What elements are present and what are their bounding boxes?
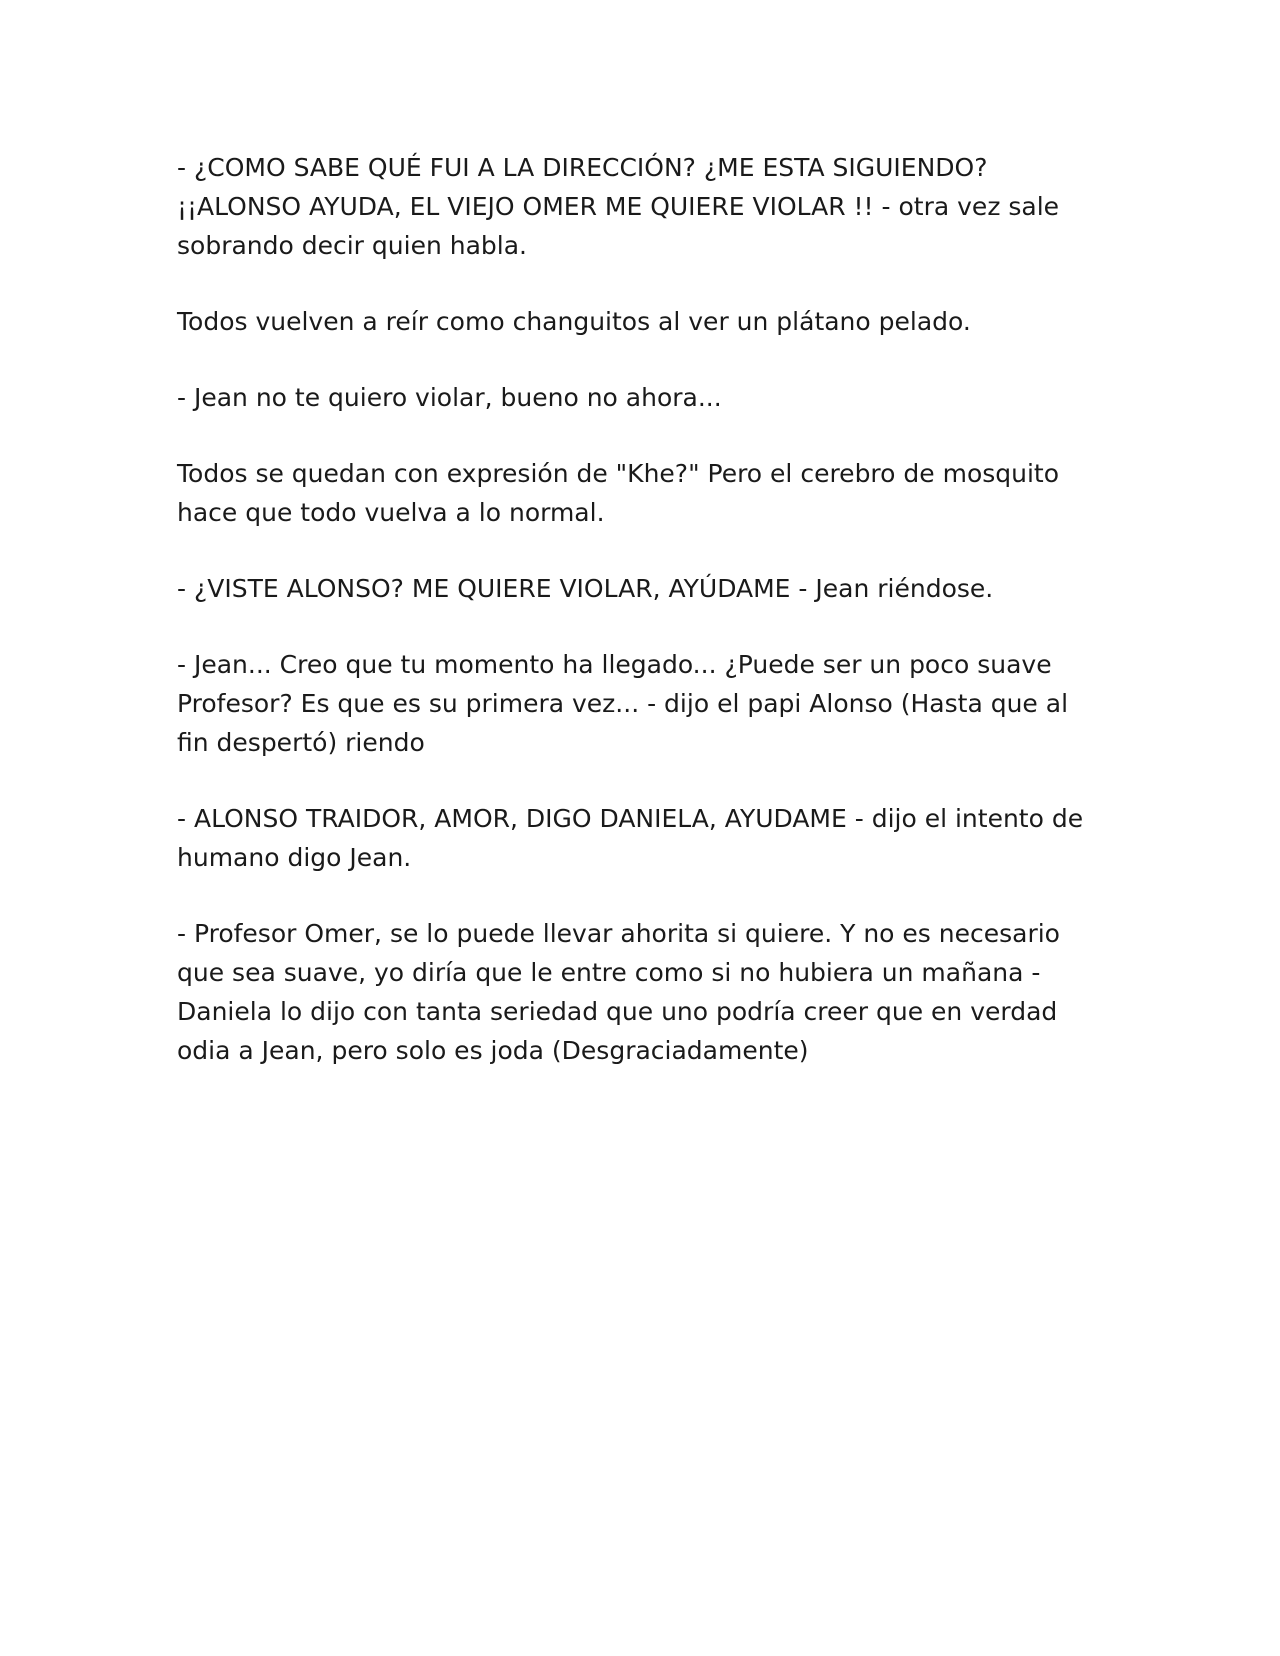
paragraph: Todos se quedan con expresión de "Khe?" Pero el cerebro de mosquito hace que todo vuelva a lo normal. — [177, 459, 1060, 527]
paragraph: Todos vuelven a reír como changuitos al ver un plátano pelado. — [177, 307, 971, 336]
paragraph: - ¿VISTE ALONSO? ME QUIERE VIOLAR, AYÚDAME - Jean riéndose. — [177, 574, 994, 603]
paragraph: - ALONSO TRAIDOR, AMOR, DIGO DANIELA, AYUDAME - dijo el intento de humano digo Jean. — [177, 804, 1084, 872]
document-body — [177, 148, 1107, 1107]
paragraph: - Jean no te quiero violar, bueno no ahora... — [177, 383, 722, 412]
paragraph: - Profesor Omer, se lo puede llevar ahorita si quiere. Y no es necesario que sea suave, yo diría que le entre como si no hubiera un mañana - Daniela lo dijo con tanta seriedad que uno podría creer que en verdad odia a Jean, pero solo es joda (Desgraciadamente) — [177, 919, 1060, 1065]
paragraph: - ¿COMO SABE QUÉ FUI A LA DIRECCIÓN? ¿ME ESTA SIGUIENDO? ¡¡ALONSO AYUDA, EL VIEJO OMER ME QUIERE VIOLAR !! - otra vez sale sobrando decir quien habla. — [177, 153, 1060, 260]
paragraph: - Jean... Creo que tu momento ha llegado... ¿Puede ser un poco suave Profesor? Es que es su primera vez... - dijo el papi Alonso (Hasta que al fin despertó) riendo — [177, 650, 1069, 757]
